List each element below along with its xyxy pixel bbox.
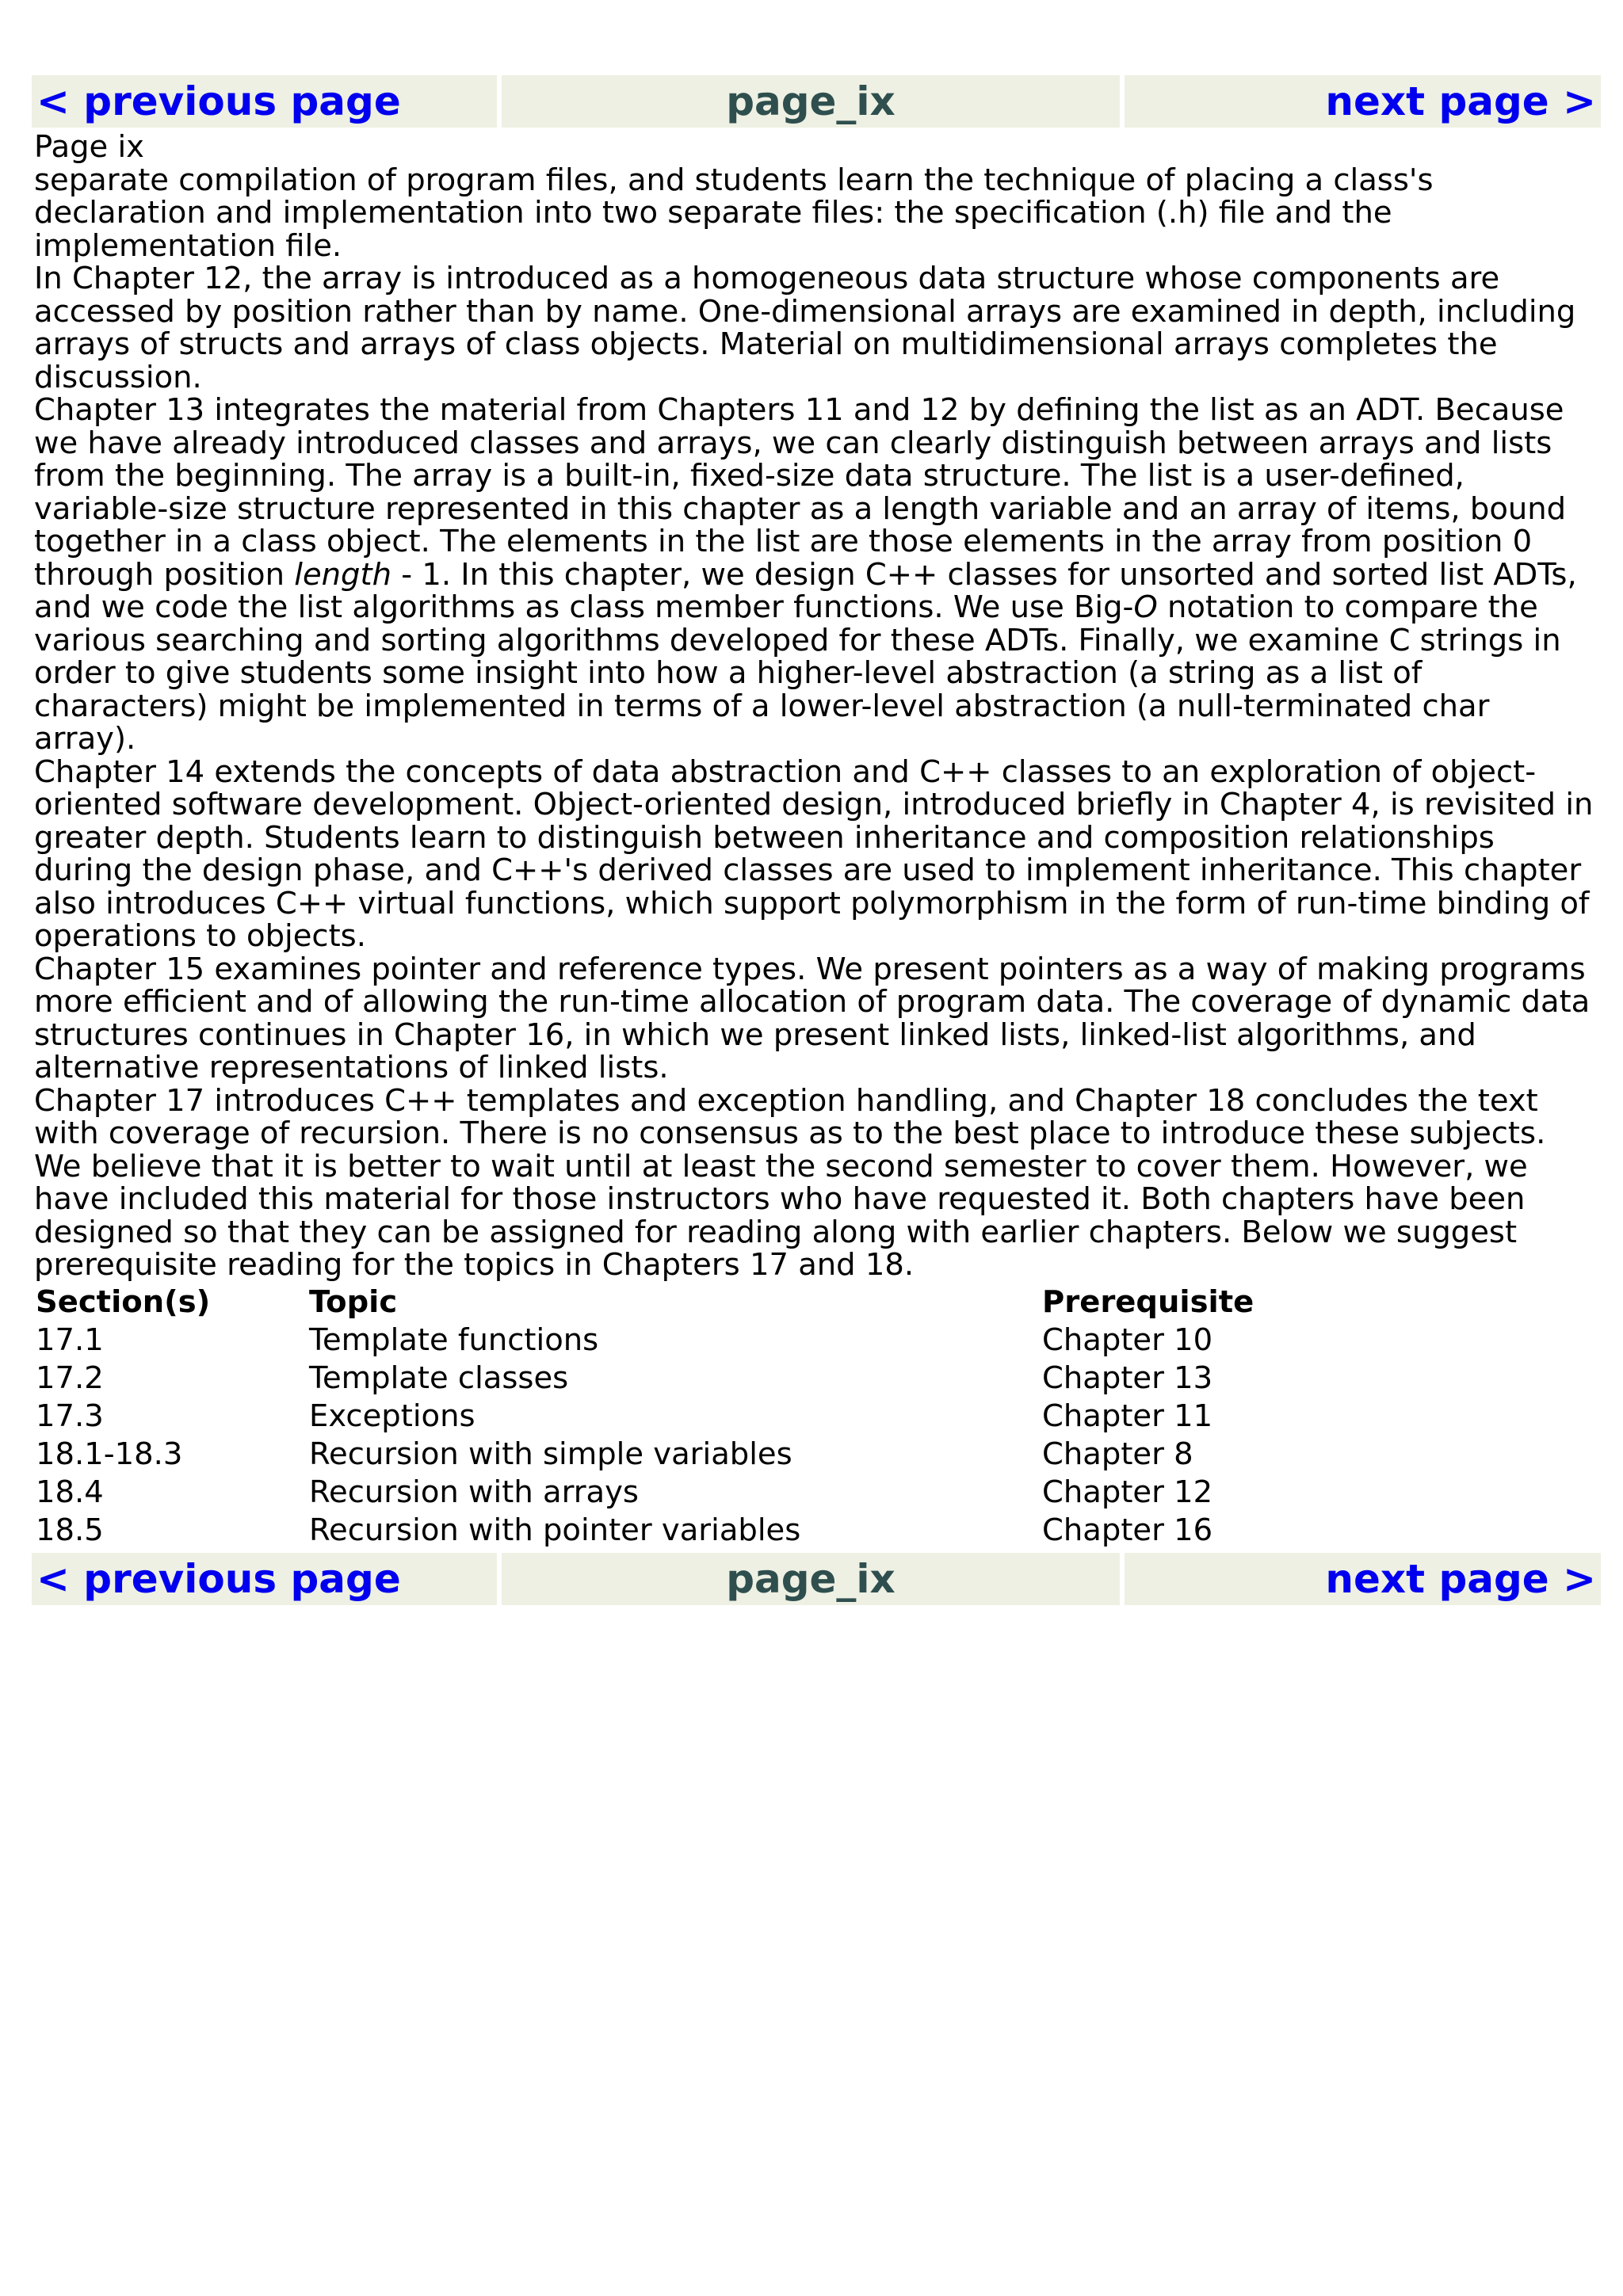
table-row: [33, 1360, 1438, 1398]
page-heading: Page ix: [34, 129, 144, 165]
header-prerequisite: Prerequisite: [1042, 1284, 1254, 1320]
paragraph-chapter-12: In Chapter 12, the array is introduced as a homogeneous data structure whose components are accessed by position rather than by name. One-dimensional arrays are examined in depth, including arrays of structs and arrays of class objects. Material on multidimensional arrays completes the discussion.: [34, 261, 1576, 395]
section-cell: 17.1: [36, 1322, 104, 1358]
topic-cell: Recursion with arrays: [309, 1474, 639, 1510]
big-o-emphasis: O: [1133, 589, 1158, 625]
top-nav-page-label: page_ix: [502, 75, 1120, 128]
paragraph-chapter-13-part-1: Chapter 13 integrates the material from Chapters 11 and 12 by defining the list as an ADT. Because we have already introduced classes and arrays, we can clearly distinguish between arrays and lists from the beginning. The array is a built-in, fixed-size data structure. The list is a user-defined, variable-size structure represented in this chapter as a length variable and an array of items, bound together in a class object. The elements in the list are those elements in the array from position 0 through position: [34, 392, 1567, 593]
paragraph-chapter-15: Chapter 15 examines pointer and reference types. We present pointers as a way of making programs more efficient and of allowing the run-time allocation of program data. The coverage of dynamic data structures continues in Chapter 16, in which we present linked lists, linked-list algorithms, and alternative representations of linked lists.: [34, 951, 1591, 1085]
page-body: [34, 131, 1599, 1282]
topic-cell: Template functions: [309, 1322, 599, 1358]
bottom-nav-page-label: page_ix: [502, 1553, 1120, 1605]
topic-cell: Recursion with pointer variables: [309, 1512, 801, 1548]
paragraph-chapter-17: Chapter 17 introduces C++ templates and exception handling, and Chapter 18 concludes the text with coverage of recursion. There is no consensus as to the best place to introduce these subjects. We believe that it is better to wait until at least the second semester to cover them. However, we have included this material for those instructors who have requested it. Both chapters have been designed so that they can be assigned for reading along with earlier chapters. Below we suggest prerequisite reading for the topics in Chapters 17 and 18.: [34, 1082, 1546, 1283]
table-row: [33, 1436, 1438, 1474]
section-cell: 18.1-18.3: [36, 1436, 183, 1472]
bottom-navigation-bar: [32, 1553, 1601, 1605]
section-cell: 17.2: [36, 1360, 104, 1396]
paragraph-separate-compilation: separate compilation of program files, and students learn the technique of placing a class's declaration and implementation into two separate files: the specification (.h) file and the implementation file.: [34, 162, 1434, 264]
topic-cell: Exceptions: [309, 1398, 475, 1434]
table-row: [33, 1512, 1438, 1550]
table-row: [33, 1474, 1438, 1512]
length-variable-emphasis: length: [294, 556, 391, 593]
bottom-nav-previous-cell: [32, 1553, 497, 1605]
section-cell: 18.5: [36, 1512, 104, 1548]
prerequisite-cell: Chapter 16: [1042, 1512, 1213, 1548]
prerequisite-cell: Chapter 8: [1042, 1436, 1193, 1472]
table-header-row: [33, 1283, 1438, 1322]
prerequisite-cell: Chapter 10: [1042, 1322, 1213, 1358]
page: [32, 75, 1601, 1605]
table-row: [33, 1322, 1438, 1360]
next-page-link[interactable]: next page >: [1325, 78, 1596, 124]
section-cell: 17.3: [36, 1398, 104, 1434]
top-nav-next-cell: [1125, 75, 1601, 128]
paragraph-chapter-13: [34, 394, 1599, 756]
table-row: [33, 1398, 1438, 1436]
prerequisite-table: [33, 1283, 1438, 1550]
topic-cell: Recursion with simple variables: [309, 1436, 792, 1472]
previous-page-link[interactable]: < previous page: [36, 78, 401, 124]
paragraph-chapter-14: Chapter 14 extends the concepts of data abstraction and C++ classes to an exploration of object-oriented software development. Object-oriented design, introduced briefly in Chapter 4, is revisited in greater depth. Students learn to distinguish between inheritance and composition relationships during the design phase, and C++'s derived classes are used to implement inheritance. This chapter also introduces C++ virtual functions, which support polymorphism in the form of run-time binding of operations to objects.: [34, 753, 1594, 954]
section-cell: 18.4: [36, 1474, 104, 1510]
bottom-nav-next-cell: [1125, 1553, 1601, 1605]
prerequisite-cell: Chapter 13: [1042, 1360, 1213, 1396]
topic-cell: Template classes: [309, 1360, 569, 1396]
prerequisite-cell: Chapter 11: [1042, 1398, 1213, 1434]
top-nav-previous-cell: [32, 75, 497, 128]
paragraph-chapter-13-part-2: - 1. In this chapter, we design C++ classes for unsorted and sorted list ADTs, and we code the list algorithms as class member functions. We use Big-: [34, 556, 1577, 625]
header-sections: Section(s): [36, 1284, 211, 1320]
header-topic: Topic: [309, 1284, 398, 1320]
top-navigation-bar: [32, 75, 1601, 128]
prerequisite-cell: Chapter 12: [1042, 1474, 1213, 1510]
previous-page-link[interactable]: < previous page: [36, 1555, 401, 1602]
paragraph-chapter-13-part-3: notation to compare the various searching and sorting algorithms developed for these ADTs. Finally, we examine C strings in order to give students some insight into how a higher-level abstraction (a string as a list of characters) might be implemented in terms of a lower-level abstraction (a null-terminated char array).: [34, 589, 1561, 757]
next-page-link[interactable]: next page >: [1325, 1555, 1596, 1602]
